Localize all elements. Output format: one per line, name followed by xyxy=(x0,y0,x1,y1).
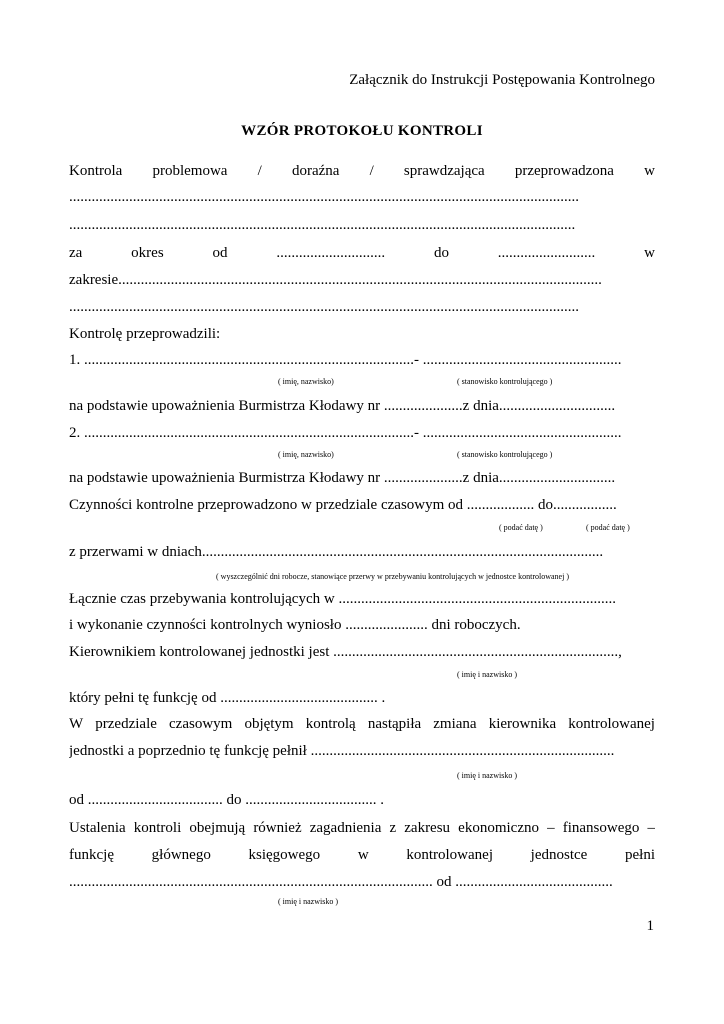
line-time-period: Czynności kontrolne przeprowadzono w przedziale czasowym od .................. do................. xyxy=(69,497,617,513)
line-kontrolujacy-header: Kontrolę przeprowadzili: xyxy=(69,326,221,342)
caption-date-from: ( podać datę ) xyxy=(499,523,543,532)
line-unit-head: Kierownikiem kontrolowanej jednostki jest ............................................................................, xyxy=(69,644,622,660)
line-head-change: W przedziale czasowym objętym kontrolą nastąpiła zmiana kierownika kontrolowanej xyxy=(69,716,655,732)
fill-line: ....................................................................................................................................... xyxy=(69,217,576,233)
line-zakres: zakresie................................................................................................................................. xyxy=(69,272,602,288)
caption-head-name: ( imię i nazwisko ) xyxy=(457,670,517,679)
caption-position: ( stanowisko kontrolującego ) xyxy=(457,377,553,386)
line-total-time: Łącznie czas przebywania kontrolujących w .......................................................................... xyxy=(69,591,616,607)
line-previous-head: jednostki a poprzednio tę funkcję pełnił ................................................................................. xyxy=(69,743,615,759)
caption-previous-head: ( imię i nazwisko ) xyxy=(457,771,517,780)
caption-position: ( stanowisko kontrolującego ) xyxy=(457,450,553,459)
line-kontrola: Kontrola problemowa / doraźna / sprawdzająca przeprowadzona w xyxy=(69,163,655,179)
caption-breaks: ( wyszczególnić dni robocze, stanowiące przerwy w przebywaniu kontrolujących w jednostce kontrolowanej ) xyxy=(216,572,569,581)
line-authorization-1: na podstawie upoważnienia Burmistrza Kłodawy nr .....................z dnia............................... xyxy=(69,398,616,414)
line-accountant-name: ................................................................................................. od .......................................... xyxy=(69,874,613,890)
fill-line: ........................................................................................................................................ xyxy=(69,189,579,205)
line-authorization-2: na podstawie upoważnienia Burmistrza Kłodawy nr .....................z dnia............................... xyxy=(69,470,616,486)
line-findings: Ustalenia kontroli obejmują również zagadnienia z zakresu ekonomiczno – finansowego – xyxy=(69,820,655,836)
line-working-days: i wykonanie czynności kontrolnych wyniosło ...................... dni roboczych. xyxy=(69,617,521,633)
caption-date-to: ( podać datę ) xyxy=(586,523,630,532)
line-inspector-2: 2. ........................................................................................- ..................................................... xyxy=(69,425,622,441)
fill-line: ........................................................................................................................................ xyxy=(69,299,579,315)
document-title: WZÓR PROTOKOŁU KONTROLI xyxy=(241,123,483,139)
line-okres: za okres od ............................. do .......................... w xyxy=(69,245,655,261)
line-head-since: który pełni tę funkcję od .......................................... . xyxy=(69,690,386,706)
line-inspector-1: 1. ........................................................................................- ..................................................... xyxy=(69,352,622,368)
attachment-header: Załącznik do Instrukcji Postępowania Kontrolnego xyxy=(349,72,655,88)
line-accountant: funkcję głównego księgowego w kontrolowanej jednostce pełni xyxy=(69,847,655,863)
caption-accountant-name: ( imię i nazwisko ) xyxy=(278,897,338,906)
page-number: 1 xyxy=(646,918,654,934)
caption-name: ( imię, nazwisko) xyxy=(278,377,334,386)
line-previous-period: od .................................... do ................................... . xyxy=(69,792,384,808)
caption-name: ( imię, nazwisko) xyxy=(278,450,334,459)
line-breaks: z przerwami w dniach........................................................................................................... xyxy=(69,544,604,560)
